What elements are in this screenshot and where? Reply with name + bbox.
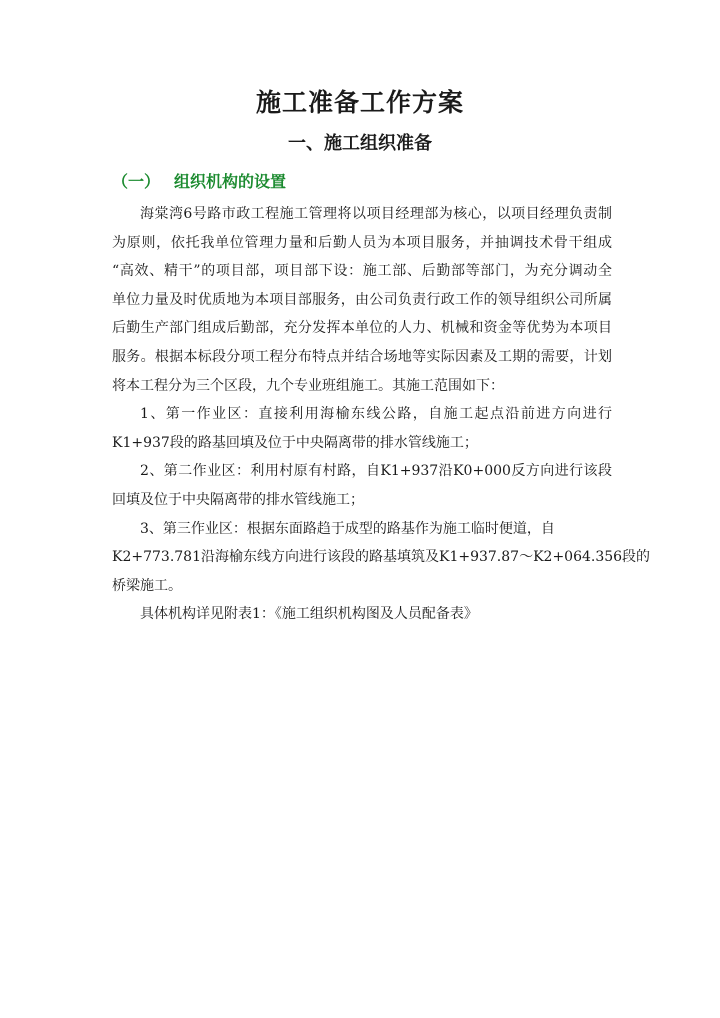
paragraph-line: 回填及位于中央隔离带的排水管线施工； — [112, 491, 364, 508]
paragraph-line: 2、第二作业区：利用村原有村路，自K1+937沿K0+000反方向进行该段 — [140, 463, 612, 480]
subsection-number: （一） — [112, 172, 161, 191]
paragraph-line: 后勤生产部门组成后勤部，充分发挥本单位的人力、机械和资金等优势为本项目 — [112, 320, 612, 337]
document-title: 施工准备工作方案 — [255, 88, 464, 117]
paragraph-line: 具体机构详见附表1：《施工组织机构图及人员配备表》 — [140, 606, 478, 623]
paragraph-line: K1+937段的路基回填及位于中央隔离带的排水管线施工； — [112, 434, 478, 451]
paragraph-line: 海棠湾6号路市政工程施工管理将以项目经理部为核心，以项目经理负责制 — [140, 206, 612, 222]
subsection-title: 组织机构的设置 — [174, 172, 287, 191]
paragraph-line: 3、第三作业区：根据东面路趋于成型的路基作为施工临时便道，自 — [140, 520, 555, 537]
section-title: 一、施工组织准备 — [288, 133, 432, 154]
paragraph-line: 单位力量及时优质地为本项目部服务，由公司负责行政工作的领导组织公司所属 — [112, 291, 612, 308]
paragraph-line: “高效、精干”的项目部，项目部下设：施工部、后勤部等部门，为充分调动全 — [112, 263, 612, 280]
paragraph-line: 桥梁施工。 — [112, 577, 182, 594]
paragraph-line: K2+773.781沿海榆东线方向进行该段的路基填筑及K1+937.87～K2+064.356段的 — [112, 549, 651, 566]
paragraph-line: 将本工程分为三个区段，九个专业班组施工。其施工范围如下： — [112, 377, 504, 394]
body-text — [112, 200, 651, 629]
paragraph-line: 1、第一作业区：直接利用海榆东线公路，自施工起点沿前进方向进行 — [140, 406, 612, 423]
paragraph-line: 服务。根据本标段分项工程分布特点并结合场地等实际因素及工期的需要，计划 — [112, 348, 612, 365]
subsection-heading — [112, 170, 286, 194]
paragraph-line: 为原则，依托我单位管理力量和后勤人员为本项目服务，并抽调技术骨干组成 — [112, 234, 612, 251]
